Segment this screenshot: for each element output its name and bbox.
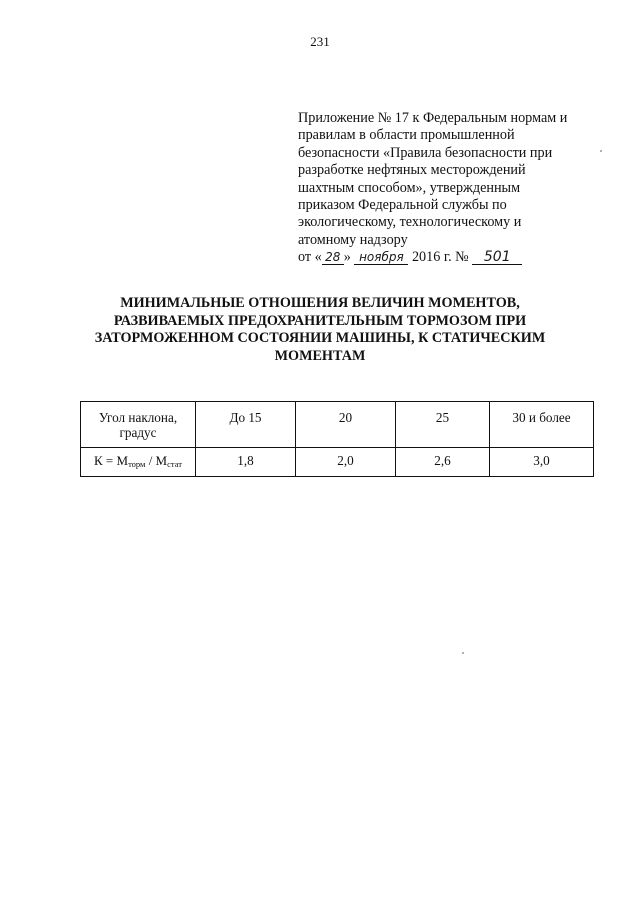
value-cell: 2,0 [296, 448, 396, 477]
appendix-line: экологическому, технологическому и [298, 214, 522, 231]
appendix-line: безопасности «Правила безопасности при [298, 144, 553, 161]
scan-speck [600, 150, 602, 152]
handwritten-day: 28 [322, 250, 344, 265]
header-label-cell [81, 402, 196, 448]
k-formula-sub-static: стат [167, 459, 182, 469]
date-separator: » [343, 249, 351, 266]
appendix-line: шахтным способом», утвержденным [298, 179, 521, 196]
appendix-line: приказом Федеральной службы по [298, 197, 507, 214]
title-line: МИНИМАЛЬНЫЕ ОТНОШЕНИЯ ВЕЛИЧИН МОМЕНТОВ, [120, 295, 520, 311]
document-title [0, 295, 640, 365]
order-date-line [298, 249, 598, 266]
value-cell: 2,6 [396, 448, 490, 477]
handwritten-order-number: 501 [472, 250, 522, 265]
angle-cell: До 15 [196, 402, 296, 448]
title-line: РАЗВИВАЕМЫХ ПРЕДОХРАНИТЕЛЬНЫМ ТОРМОЗОМ ПРИ [113, 312, 527, 329]
k-formula-sub-brake: торм [128, 459, 146, 469]
date-year-text: 2016 г. № [411, 249, 469, 266]
appendix-line: атомному надзору [298, 231, 408, 248]
angle-cell: 20 [296, 402, 396, 448]
header-label-line: градус [119, 425, 157, 440]
page-number: 231 [310, 34, 330, 49]
ratio-table [80, 401, 594, 477]
k-formula [94, 453, 182, 468]
header-label-line: Угол наклона, [98, 410, 178, 425]
appendix-line: разработке нефтяных месторождений [298, 162, 526, 179]
k-formula-prefix: К = М [94, 453, 129, 468]
title-line: ЗАТОРМОЖЕННОМ СОСТОЯНИИ МАШИНЫ, К СТАТИЧЕСКИМ [94, 330, 546, 347]
table-row [81, 402, 594, 448]
angle-cell: 30 и более [490, 402, 594, 448]
date-prefix: от « [298, 249, 322, 266]
value-cell: 1,8 [196, 448, 296, 477]
value-cell: 3,0 [490, 448, 594, 477]
appendix-line: правилам в области промышленной [298, 127, 515, 144]
handwritten-month: ноября [354, 250, 408, 265]
scan-speck [462, 652, 464, 654]
table-row [81, 448, 594, 477]
k-formula-mid: / М [145, 453, 168, 468]
title-line: МОМЕНТАМ [274, 347, 366, 364]
appendix-line: Приложение № 17 к Федеральным нормам и [298, 110, 568, 126]
angle-cell: 25 [396, 402, 490, 448]
k-label-cell [81, 448, 196, 477]
appendix-header [298, 110, 598, 267]
